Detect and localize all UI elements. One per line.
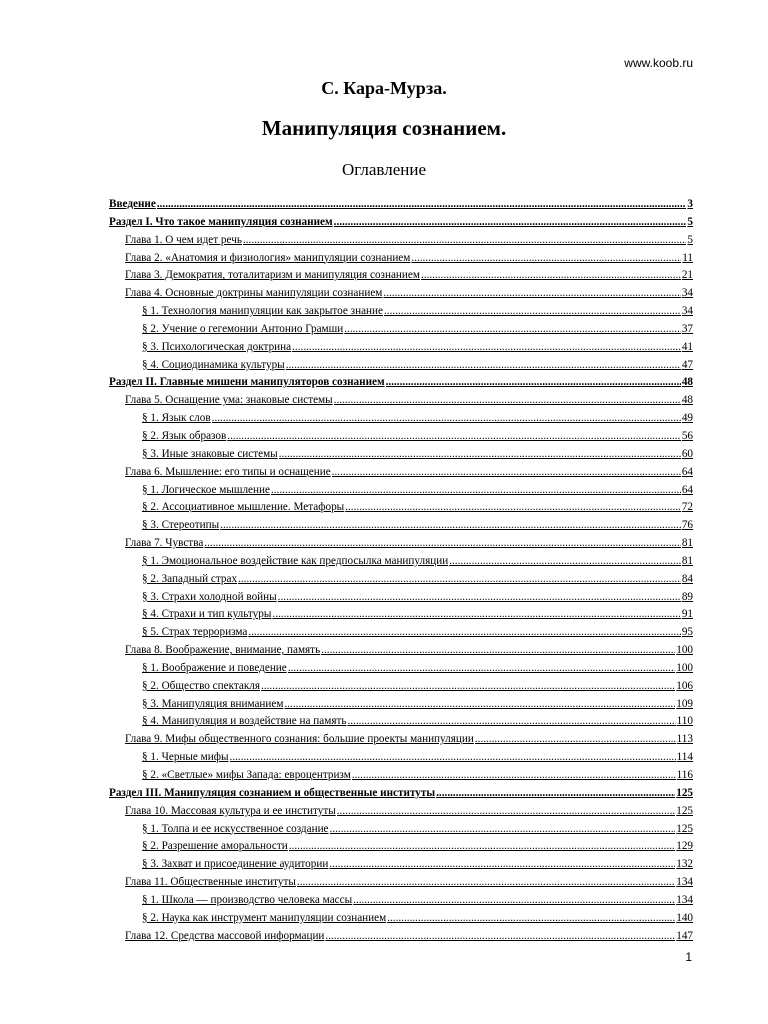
- toc-entry-title: § 1. Логическое мышление: [142, 483, 270, 496]
- toc-entry[interactable]: [109, 303, 693, 321]
- toc-entry-page: 21: [681, 269, 693, 282]
- toc-entry-page: 47: [681, 358, 693, 371]
- toc-leader-dots: [292, 339, 681, 357]
- toc-entry-title: § 4. Страхи и тип культуры: [142, 608, 272, 621]
- toc-entry-title: § 1. Черные мифы: [142, 751, 229, 764]
- toc-leader-dots: [387, 910, 675, 928]
- toc-entry-title: Глава 12. Средства массовой информации: [125, 929, 325, 942]
- toc-entry-title: § 2. Общество спектакля: [142, 679, 261, 692]
- site-url: www.koob.ru: [624, 56, 693, 70]
- toc-entry[interactable]: [109, 678, 693, 696]
- toc-entry-page: 125: [676, 786, 693, 799]
- toc-entry[interactable]: [109, 446, 693, 464]
- toc-leader-dots: [334, 392, 681, 410]
- toc-entry[interactable]: [109, 464, 693, 482]
- toc-entry[interactable]: [109, 321, 693, 339]
- toc-entry-title: § 3. Стереотипы: [142, 519, 220, 532]
- toc-entry-page: 34: [681, 305, 693, 318]
- toc-entry-page: 114: [676, 751, 693, 764]
- toc-entry-page: 91: [681, 608, 693, 621]
- toc-leader-dots: [321, 642, 675, 660]
- toc-entry-page: 5: [687, 215, 693, 228]
- toc-entry-title: Глава 9. Мифы общественного сознания: большие проекты манипуляции: [125, 733, 474, 746]
- toc-leader-dots: [286, 357, 681, 375]
- toc-leader-dots: [204, 535, 681, 553]
- toc-entry[interactable]: [109, 285, 693, 303]
- toc-leader-dots: [157, 196, 687, 214]
- toc-leader-dots: [278, 589, 681, 607]
- toc-entry-title: § 3. Психологическая доктрина: [142, 340, 292, 353]
- toc-entry-title: § 3. Захват и присоединение аудитории: [142, 858, 329, 871]
- toc-entry-page: 109: [676, 697, 693, 710]
- toc-entry-page: 125: [676, 822, 693, 835]
- toc-leader-dots: [284, 696, 675, 714]
- toc-leader-dots: [212, 410, 681, 428]
- toc-leader-dots: [279, 446, 681, 464]
- author-name: С. Кара-Мурза.: [321, 78, 447, 98]
- toc-leader-dots: [330, 821, 676, 839]
- toc-leader-dots: [411, 250, 681, 268]
- toc-leader-dots: [271, 482, 681, 500]
- toc-entry-title: § 2. Ассоциативное мышление. Метафоры: [142, 501, 345, 514]
- toc-entry[interactable]: [109, 339, 693, 357]
- toc-entry-title: § 2. Учение о гегемонии Антонио Грамши: [142, 322, 344, 335]
- page-number: 1: [685, 950, 692, 964]
- toc-entry-page: 113: [676, 733, 693, 746]
- toc-leader-dots: [289, 838, 675, 856]
- toc-entry-title: Глава 1. О чем идет речь: [125, 233, 242, 246]
- toc-entry[interactable]: [109, 392, 693, 410]
- toc-entry[interactable]: [109, 874, 693, 892]
- toc-entry[interactable]: [109, 642, 693, 660]
- toc-entry-page: 81: [681, 554, 693, 567]
- toc-entry-title: § 3. Страхи холодной войны: [142, 590, 277, 603]
- toc-entry[interactable]: [109, 928, 693, 946]
- toc-entry-title: § 2. Наука как инструмент манипуляции сознанием: [142, 911, 387, 924]
- toc-entry-title: Глава 6. Мышление: его типы и оснащение: [125, 465, 331, 478]
- toc-entry-page: 60: [681, 447, 693, 460]
- toc-entry-page: 64: [681, 465, 693, 478]
- toc-entry-page: 64: [681, 483, 693, 496]
- toc-entry-title: § 4. Социодинамика культуры: [142, 358, 285, 371]
- toc-entry-page: 11: [682, 251, 693, 264]
- toc-entry-title: § 3. Манипуляция вниманием: [142, 697, 284, 710]
- toc-entry-page: 125: [676, 804, 693, 817]
- toc-entry-title: § 1. Школа — производство человека массы: [142, 893, 353, 906]
- toc-entry-title: Введение: [109, 198, 156, 210]
- toc-entry[interactable]: [109, 374, 693, 392]
- toc-entry[interactable]: [109, 785, 693, 803]
- toc-entry-page: 134: [676, 893, 693, 906]
- toc-entry[interactable]: [109, 428, 693, 446]
- toc-entry[interactable]: [109, 589, 693, 607]
- toc-entry[interactable]: [109, 196, 693, 214]
- toc-entry-title: Раздел II. Главные мишени манипуляторов сознанием: [109, 376, 385, 389]
- toc-leader-dots: [329, 856, 675, 874]
- toc-entry[interactable]: [109, 357, 693, 375]
- toc-entry[interactable]: [109, 482, 693, 500]
- toc-entry-page: 116: [676, 769, 693, 781]
- toc-entry[interactable]: [109, 749, 693, 767]
- toc-entry[interactable]: [109, 713, 693, 731]
- toc-leader-dots: [475, 731, 676, 749]
- toc-leader-dots: [220, 517, 681, 535]
- toc-entry[interactable]: [109, 767, 693, 785]
- toc-entry[interactable]: [109, 731, 693, 749]
- toc-entry[interactable]: [109, 821, 693, 839]
- toc-leader-dots: [297, 874, 675, 892]
- toc-entry-title: § 3. Иные знаковые системы: [142, 447, 278, 460]
- toc-leader-dots: [353, 892, 675, 910]
- toc-entry-title: § 2. «Светлые» мифы Запада: евроцентризм: [142, 769, 351, 781]
- toc-entry-page: 34: [681, 287, 693, 300]
- toc-entry[interactable]: [109, 606, 693, 624]
- toc-leader-dots: [421, 267, 681, 285]
- toc-leader-dots: [272, 606, 680, 624]
- toc-entry-title: Раздел I. Что такое манипуляция сознанием: [109, 215, 333, 228]
- toc-entry[interactable]: [109, 838, 693, 856]
- toc-leader-dots: [347, 713, 675, 731]
- toc-entry-title: Глава 7. Чувства: [125, 537, 204, 550]
- toc-entry-title: Глава 8. Воображение, внимание, память: [125, 644, 321, 657]
- toc-leader-dots: [352, 767, 676, 785]
- toc-entry[interactable]: [109, 553, 693, 571]
- toc-entry-title: Глава 2. «Анатомия и физиология» манипуляции сознанием: [125, 251, 411, 264]
- toc-entry-page: 100: [676, 661, 693, 674]
- toc-entry-page: 95: [681, 626, 693, 639]
- toc-entry[interactable]: [109, 232, 693, 250]
- toc-leader-dots: [332, 464, 681, 482]
- toc-entry[interactable]: [109, 856, 693, 874]
- toc-entry-title: § 1. Технология манипуляции как закрытое знание: [142, 305, 383, 318]
- toc-leader-dots: [383, 285, 680, 303]
- toc-entry-title: Глава 3. Демократия, тоталитаризм и манипуляция сознанием: [125, 269, 420, 282]
- toc-entry[interactable]: [109, 499, 693, 517]
- toc-entry-title: § 1. Язык слов: [142, 412, 211, 425]
- toc-leader-dots: [386, 374, 681, 392]
- toc-leader-dots: [325, 928, 675, 946]
- toc-entry[interactable]: [109, 696, 693, 714]
- toc-leader-dots: [345, 499, 681, 517]
- toc-entry-page: 106: [676, 679, 693, 692]
- toc-entry-page: 129: [676, 840, 693, 853]
- toc-leader-dots: [248, 624, 680, 642]
- document-title: Манипуляция сознанием.: [261, 116, 507, 140]
- toc-entry[interactable]: [109, 660, 693, 678]
- toc-entry[interactable]: [109, 267, 693, 285]
- toc-entry[interactable]: [109, 517, 693, 535]
- toc-leader-dots: [227, 428, 681, 446]
- toc-entry[interactable]: [109, 624, 693, 642]
- toc-leader-dots: [436, 785, 675, 803]
- toc-leader-dots: [230, 749, 676, 767]
- toc-entry-title: Раздел III. Манипуляция сознанием и общественные институты: [109, 786, 436, 799]
- toc-entry-title: § 1. Толпа и ее искусственное создание: [142, 822, 329, 835]
- toc-entry[interactable]: [109, 214, 693, 232]
- toc-entry-page: 48: [681, 376, 693, 389]
- toc-leader-dots: [261, 678, 675, 696]
- toc-entry-page: 81: [681, 537, 693, 550]
- toc-entry-page: 3: [687, 198, 693, 210]
- toc-entry-page: 72: [681, 501, 693, 514]
- toc-leader-dots: [337, 803, 675, 821]
- toc-entry-page: 37: [681, 322, 693, 335]
- toc-entry[interactable]: [109, 892, 693, 910]
- toc-entry-page: 49: [681, 412, 693, 425]
- toc-entry-page: 41: [681, 340, 693, 353]
- toc-entry-page: 132: [676, 858, 693, 871]
- toc-leader-dots: [238, 571, 681, 589]
- toc-leader-dots: [384, 303, 681, 321]
- toc-entry-page: 134: [676, 876, 693, 889]
- toc-entry-page: 147: [676, 929, 693, 942]
- toc-leader-dots: [334, 214, 687, 232]
- toc-entry-title: § 2. Язык образов: [142, 429, 227, 442]
- toc-entry-page: 76: [681, 519, 693, 532]
- toc-entry-page: 56: [681, 429, 693, 442]
- toc-entry[interactable]: [109, 410, 693, 428]
- toc-entry-page: 89: [681, 590, 693, 603]
- toc-entry[interactable]: [109, 803, 693, 821]
- toc-entry-page: 140: [676, 911, 693, 924]
- toc-heading: Оглавление: [342, 160, 426, 179]
- toc-leader-dots: [449, 553, 681, 571]
- toc-leader-dots: [344, 321, 681, 339]
- toc-entry[interactable]: [109, 250, 693, 268]
- toc-entry[interactable]: [109, 571, 693, 589]
- toc-entry-page: 100: [676, 644, 693, 657]
- table-of-contents: [109, 196, 693, 945]
- toc-entry-page: 48: [681, 394, 693, 407]
- toc-entry[interactable]: [109, 535, 693, 553]
- toc-entry-page: 84: [681, 572, 693, 585]
- toc-entry-page: 5: [687, 233, 693, 246]
- toc-entry-title: Глава 10. Массовая культура и ее институты: [125, 804, 336, 817]
- toc-leader-dots: [243, 232, 686, 250]
- toc-entry-title: Глава 4. Основные доктрины манипуляции сознанием: [125, 287, 383, 300]
- toc-entry-title: § 1. Эмоциональное воздействие как предпосылка манипуляции: [142, 554, 449, 567]
- toc-leader-dots: [288, 660, 675, 678]
- toc-entry-title: § 2. Разрешение аморальности: [142, 840, 288, 853]
- toc-entry-title: § 1. Воображение и поведение: [142, 661, 287, 674]
- toc-entry-title: § 4. Манипуляция и воздействие на память: [142, 715, 347, 728]
- toc-entry[interactable]: [109, 910, 693, 928]
- toc-entry-title: § 5. Страх терроризма: [142, 626, 248, 639]
- toc-entry-page: 110: [676, 715, 693, 728]
- toc-entry-title: Глава 11. Общественные институты: [125, 876, 296, 889]
- toc-entry-title: Глава 5. Оснащение ума: знаковые системы: [125, 394, 333, 407]
- toc-entry-title: § 2. Западный страх: [142, 572, 238, 585]
